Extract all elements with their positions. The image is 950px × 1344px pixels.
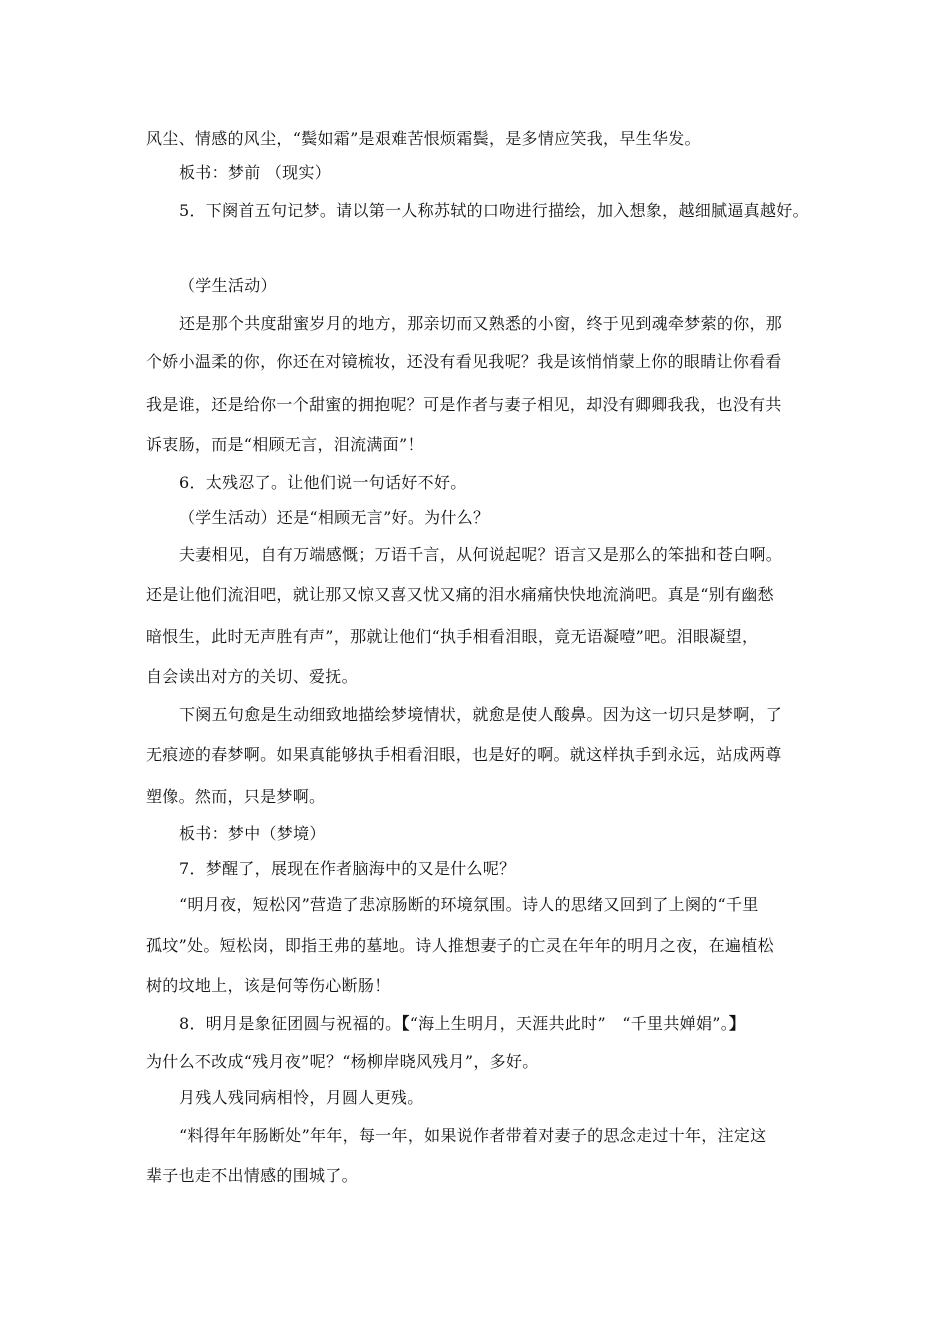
text-line: 我是谁，还是给你一个甜蜜的拥抱呢？可是作者与妻子相见，却没有卿卿我我，也没有共 — [146, 395, 782, 414]
question-text: 8．明月是象征团圆与祝福的。 — [179, 1014, 402, 1033]
text-line: 诉衷肠，而是“相顾无言，泪流满面”！ — [146, 435, 424, 454]
text-line: 暗恨生，此时无声胜有声”，那就让他们“执手相看泪眼，竟无语凝噎”吧。泪眼凝望， — [146, 627, 759, 646]
text-line: “明月夜，短松冈”营造了悲凉肠断的环境氛围。诗人的思绪又回到了上阕的“千里 — [179, 895, 759, 914]
text-line: 为什么不改成“残月夜”呢？“杨柳岸晓风残月”，多好。 — [146, 1052, 539, 1071]
question-line: 5．下阕首五句记梦。请以第一人称苏轼的口吻进行描绘，加入想象，越细腻逼真越好。 — [179, 201, 809, 220]
question-line: 6．太残忍了。让他们说一句话好不好。 — [179, 473, 467, 492]
text-line: 树的坟地上，该是何等伤心断肠！ — [146, 976, 391, 995]
board-note-line: 板书：梦中（梦境） — [179, 824, 326, 843]
text-line: 还是那个共度甜蜜岁月的地方，那亲切而又熟悉的小窗，终于见到魂牵梦萦的你，那 — [179, 314, 783, 333]
student-activity-line: （学生活动） — [179, 276, 277, 295]
text-line: 孤坟”处。短松岗，即指王弗的墓地。诗人推想妻子的亡灵在年年的明月之夜，在遍植松 — [146, 936, 774, 955]
text-line: 还是让他们流泪吧，就让那又惊又喜又忧又痛的泪水痛痛快快地流淌吧。真是“别有幽愁 — [146, 585, 774, 604]
text-line: 夫妻相见，自有万端感慨；万语千言，从何说起呢？语言又是那么的笨拙和苍白啊。 — [179, 545, 783, 564]
text-line: 塑像。然而，只是梦啊。 — [146, 787, 326, 806]
student-activity-line: （学生活动）还是“相顾无言”好。为什么？ — [179, 508, 490, 527]
text-line: 个娇小温柔的你，你还在对镜梳妆，还没有看见我呢？我是该悄悄蒙上你的眼睛让你看看 — [146, 352, 782, 371]
text-line: 下阕五句愈是生动细致地描绘梦境情状，就愈是使人酸鼻。因为这一切只是梦啊，了 — [179, 705, 783, 724]
text-line: 辈子也走不出情感的围城了。 — [146, 1166, 358, 1185]
quote-text: “海上生明月，天涯共此时” “千里共婵娟”。 — [409, 1014, 730, 1033]
question-line: 7．梦醒了，展现在作者脑海中的又是什么呢？ — [179, 859, 516, 878]
text-line: 自会读出对方的关切、爱抚。 — [146, 667, 358, 686]
text-line: 风尘、情感的风尘，“鬓如霜”是艰难苦恨烦霜鬓，是多情应笑我，早生华发。 — [146, 129, 701, 148]
board-note-line: 板书：梦前 （现实） — [179, 163, 332, 182]
close-bracket: 】 — [729, 1014, 746, 1033]
open-bracket: 【 — [401, 1014, 410, 1033]
question-line — [179, 1012, 950, 1036]
text-line: “料得年年肠断处”年年，每一年，如果说作者带着对妻子的思念走过十年，注定这 — [179, 1126, 767, 1145]
text-line: 月残人残同病相怜，月圆人更残。 — [179, 1088, 424, 1107]
text-line: 无痕迹的春梦啊。如果真能够执手相看泪眼，也是好的啊。就这样执手到永远，站成两尊 — [146, 745, 782, 764]
